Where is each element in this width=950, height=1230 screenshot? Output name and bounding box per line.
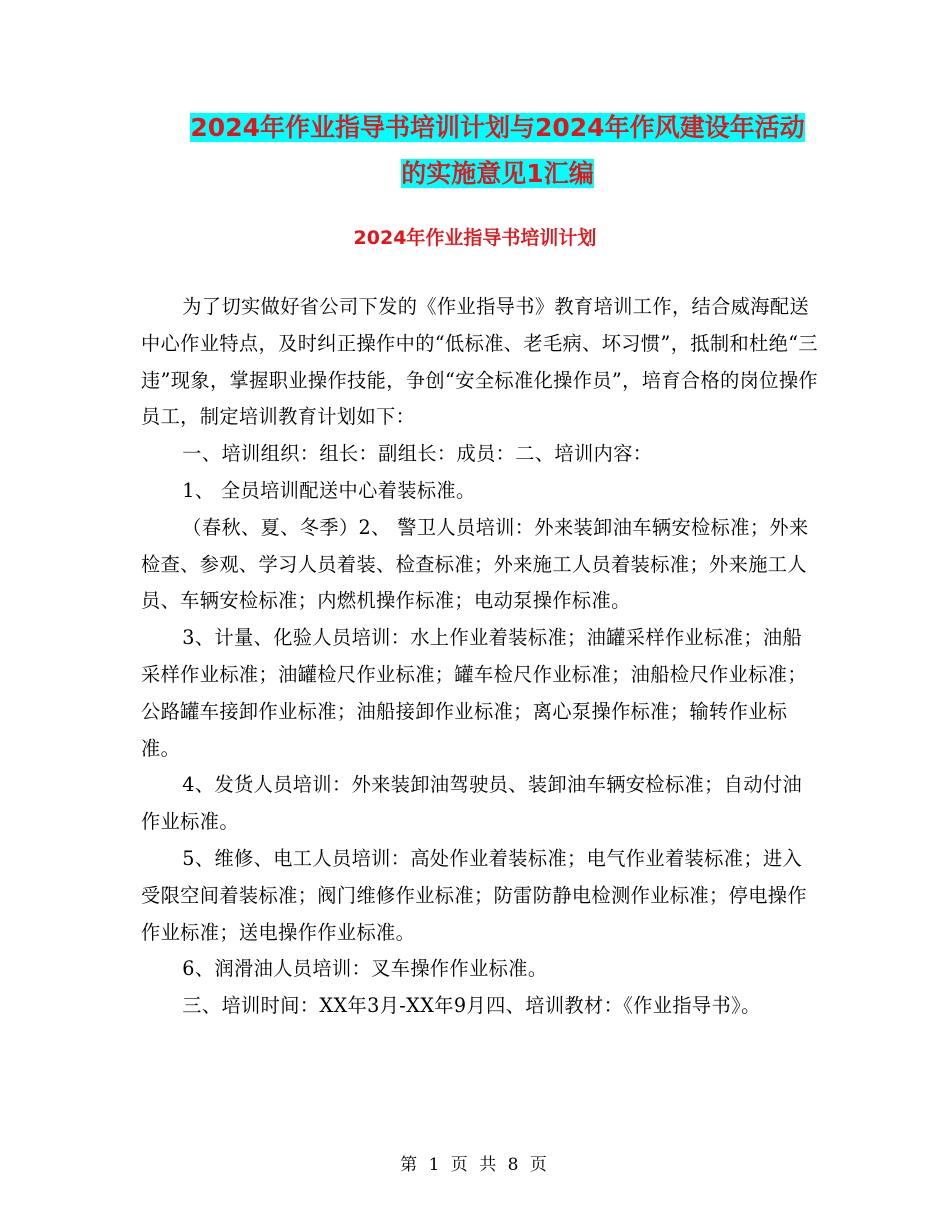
paragraph-item-2: （春秋、夏、冬季）2、 警卫人员培训：外来装卸油车辆安检标准；外来检查、参观、学习人员着装、检查标准；外来施工人员着装标准；外来施工人员、车辆安检标准；内燃机操作标准；电动泵操作标准。 [141, 515, 809, 613]
paragraph-organization: 一、培训组织：组长：副组长：成员：二、培训内容： [182, 442, 653, 466]
paragraph-item-4: 4、发货人员培训：外来装卸油驾驶员、装卸油车辆安检标准；自动付油作业标准。 [141, 773, 803, 834]
paragraph-item-6: 6、润滑油人员培训：叉车操作作业标准。 [182, 957, 548, 981]
document-title-line-1 [140, 104, 855, 152]
paragraph-intro: 为了切实做好省公司下发的《作业指导书》教育培训工作，结合威海配送中心作业特点，及时纠正操作中的“低标准、老毛病、坏习惯”，抵制和杜绝“三违”现象，掌握职业操作技能，争创“安全标准化操作员”，培育合格的岗位操作员工，制定培训教育计划如下： [141, 295, 819, 429]
page-footer: 第 1 页 共 8 页 [400, 1155, 550, 1175]
paragraph-item-5: 5、维修、电工人员培训：高处作业着装标准；电气作业着装标准；进入受限空间着装标准；阀门维修作业标准；防雷防静电检测作业标准；停电操作作业标准；送电操作作业标准。 [141, 846, 807, 944]
section-title: 2024年作业指导书培训计划 [353, 227, 597, 249]
paragraph-item-3: 3、计量、化验人员培训：水上作业着装标准；油罐采样作业标准；油船采样作业标准；油罐检尺作业标准；罐车检尺作业标准；油船检尺作业标准；公路罐车接卸作业标准；油船接卸作业标准；离心泵操作标准；输转作业标准。 [141, 626, 807, 760]
title-highlight: 的实施意见1汇编 [401, 159, 594, 188]
title-highlight: 2024年作业指导书培训计划与2024年作风建设年活动 [190, 113, 805, 142]
document-title-line-2 [140, 150, 855, 198]
document-body [141, 289, 821, 1025]
paragraph-schedule: 三、培训时间：XX年3月-XX年9月四、培训教材：《作业指导书》。 [182, 994, 761, 1018]
paragraph-item-1: 1、 全员培训配送中心着装标准。 [182, 478, 476, 502]
